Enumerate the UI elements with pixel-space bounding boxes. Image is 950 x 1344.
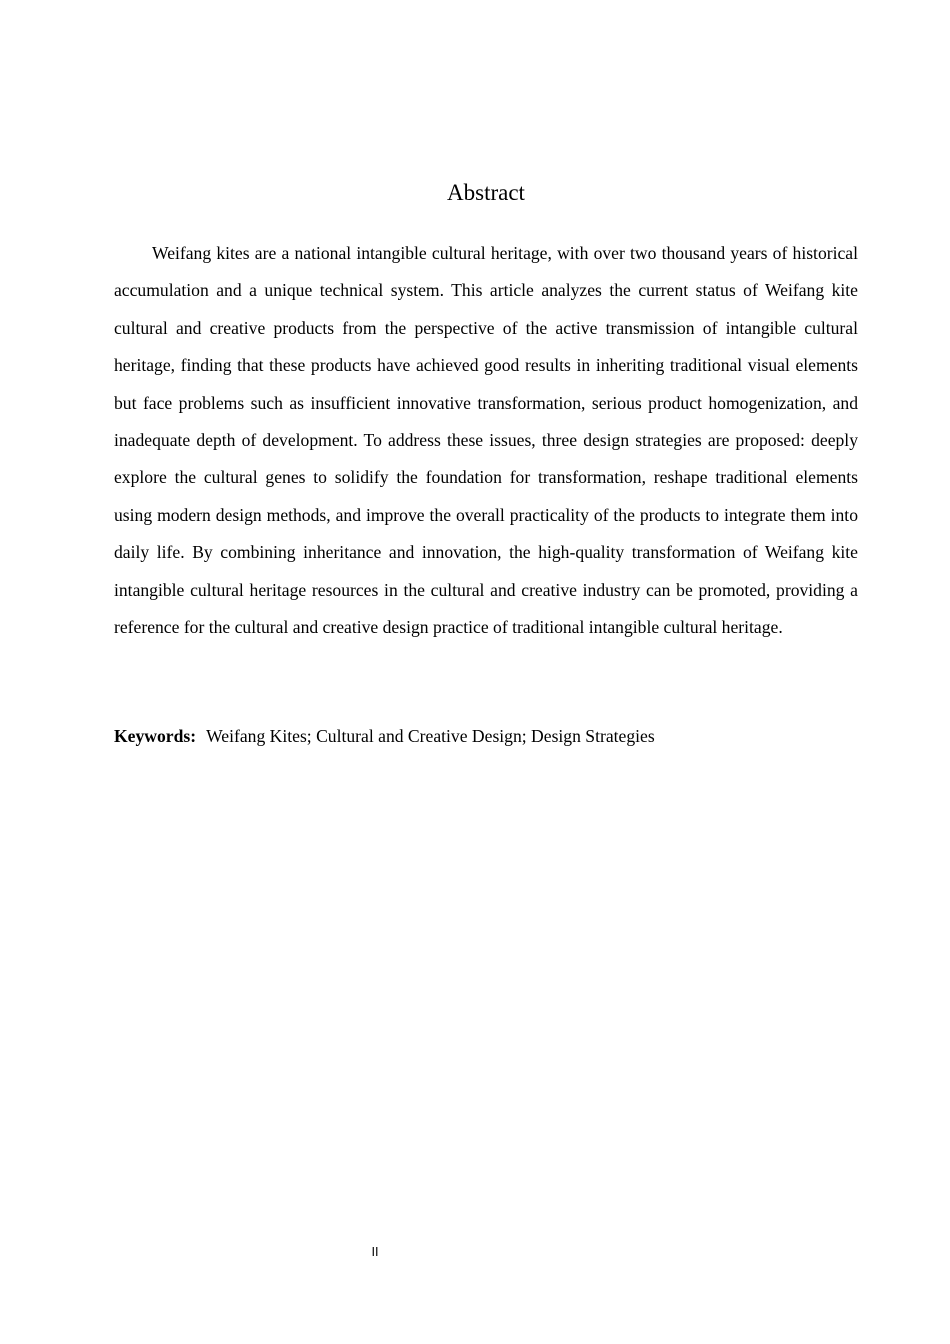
abstract-title: Abstract [447,180,525,205]
keywords-value: Weifang Kites; Cultural and Creative Design; Design Strategies [206,726,655,746]
page-number: II [371,1245,379,1259]
keywords-line [114,721,858,751]
abstract-body: Weifang kites are a national intangible cultural heritage, with over two thousand years of historical accumulation and a unique technical system. This article analyzes the current status of Weifang kite cultural and creative products from the perspective of the active transmission of intangible cultural heritage, finding that these products have achieved good results in inheriting traditional visual elements but face problems such as insufficient innovative transformation, serious product homogenization, and inadequate depth of development. To address these issues, three design strategies are proposed: deeply explore the cultural genes to solidify the foundation for transformation, reshape traditional elements using modern design methods, and improve the overall practicality of the products to integrate them into daily life. By combining inheritance and innovation, the high-quality transformation of Weifang kite intangible cultural heritage resources in the cultural and creative industry can be promoted, providing a reference for the cultural and creative design practice of traditional intangible cultural heritage. [114,243,858,638]
keywords-label: Keywords: [114,726,197,746]
